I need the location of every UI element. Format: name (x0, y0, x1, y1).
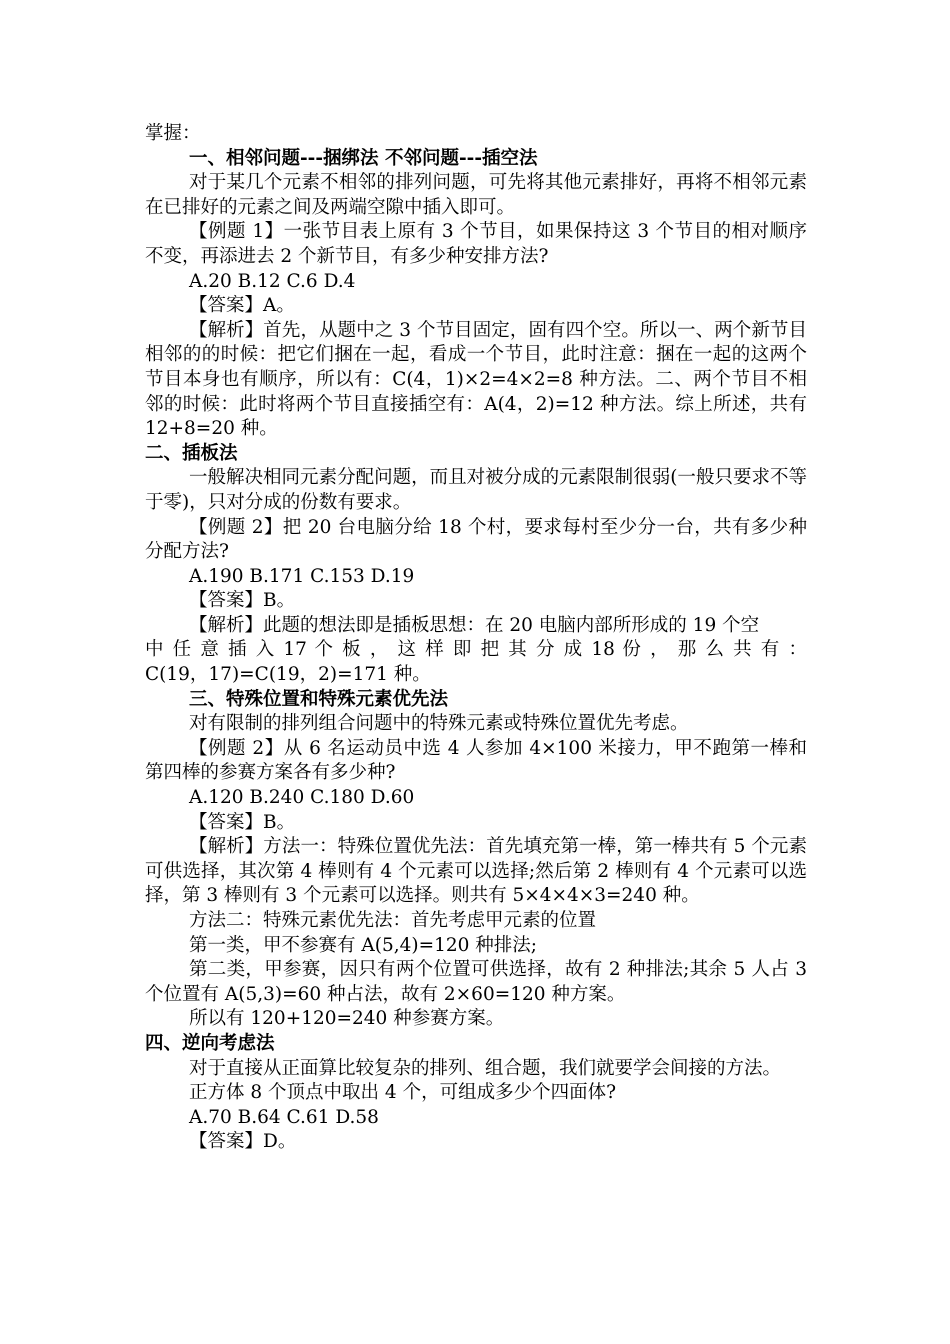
example-3-options: A.120 B.240 C.180 D.60 (189, 787, 415, 809)
example-1-answer: 【答案】A。 (189, 295, 295, 317)
example-2-explanation-line-3: C(19，17)=C(19，2)=171 种。 (145, 664, 431, 686)
example-3-explanation: 【解析】方法一：特殊位置优先法：首先填充第一棒，第一棒共有 5 个元素可供选择，其次第 4 棒则有 4 个元素可以选择;然后第 2 棒则有 4 个元素可以选择，第 3 棒则有 3 个元素可以选择。则共有 5×4×4×3=240 种。 (145, 836, 807, 907)
case-2-text: 第二类，甲参赛，因只有两个位置可供选择，故有 2 种排法;其余 5 人占 3 个位置有 A(5,3)=60 种占法，故有 2×60=120 种方案。 (145, 959, 807, 1005)
case-1-text: 第一类，甲不参赛有 A(5,4)=120 种排法; (189, 934, 538, 956)
section-3-paragraph: 对有限制的排列组合问题中的特殊元素或特殊位置优先考虑。 (189, 713, 689, 735)
section-3-summary: 所以有 120+120=240 种参赛方案。 (189, 1008, 505, 1030)
section-2-paragraph: 一般解决相同元素分配问题，而且对被分成的元素限制很弱(一般只要求不等于零)，只对分成的份数有要求。 (145, 467, 807, 513)
section-4-paragraph: 对于直接从正面算比较复杂的排列、组合题，我们就要学会间接的方法。 (189, 1057, 782, 1079)
example-2-explanation-line-2: 中 任 意 插 入 17 个 板 ， 这 样 即 把 其 分 成 18 份 ， 那 么 共 有 ： (145, 639, 807, 661)
example-2-answer: 【答案】B。 (189, 590, 296, 612)
example-3-answer: 【答案】B。 (189, 811, 296, 833)
section-heading-2: 二、插板法 (145, 442, 238, 464)
example-3-question: 【例题 2】从 6 名运动员中选 4 人参加 4×100 米接力，甲不跑第一棒和第四棒的参赛方案各有多少种? (145, 737, 807, 784)
section-heading-1: 一、相邻问题---捆绑法 不邻问题---插空法 (189, 147, 538, 169)
method-2-text: 方法二：特殊元素优先法：首先考虑甲元素的位置 (189, 910, 597, 931)
example-2-question: 【例题 2】把 20 台电脑分给 18 个村，要求每村至少分一台，共有多少种分配方法? (145, 516, 807, 563)
example-1-explanation: 【解析】首先，从题中之 3 个节目固定，固有四个空。所以一、两个新节目相邻的的时候：把它们捆在一起，看成一个节目，此时注意：捆在一起的这两个节目本身也有顺序，所以有：C(4，1)×2=4×2=8 种方法。二、两个节目不相邻的时候：此时将两个节目直接插空有：A(4，2)=12 种方法。综上所述，共有 12+8=20 种。 (145, 319, 807, 440)
section-heading-4: 四、逆向考虑法 (145, 1032, 275, 1054)
example-2-options: A.190 B.171 C.153 D.19 (189, 565, 415, 587)
example-1-question: 【例题 1】一张节目表上原有 3 个节目，如果保持这 3 个节目的相对顺序不变，再添进去 2 个新节目，有多少种安排方法? (145, 221, 807, 267)
example-4-question: 正方体 8 个顶点中取出 4 个，可组成多少个四面体? (189, 1082, 616, 1104)
example-4-answer: 【答案】D。 (189, 1131, 297, 1153)
example-2-explanation-line-1: 【解析】此题的想法即是插板思想：在 20 电脑内部所形成的 19 个空 (189, 614, 760, 636)
section-1-paragraph: 对于某几个元素不相邻的排列问题，可先将其他元素排好，再将不相邻元素在已排好的元素之间及两端空隙中插入即可。 (145, 172, 807, 218)
example-4-options: A.70 B.64 C.61 D.58 (189, 1106, 379, 1128)
document-body (145, 122, 807, 1155)
section-heading-3: 三、特殊位置和特殊元素优先法 (189, 688, 449, 710)
example-1-options: A.20 B.12 C.6 D.4 (189, 270, 356, 292)
intro-text: 掌握： (145, 123, 201, 144)
